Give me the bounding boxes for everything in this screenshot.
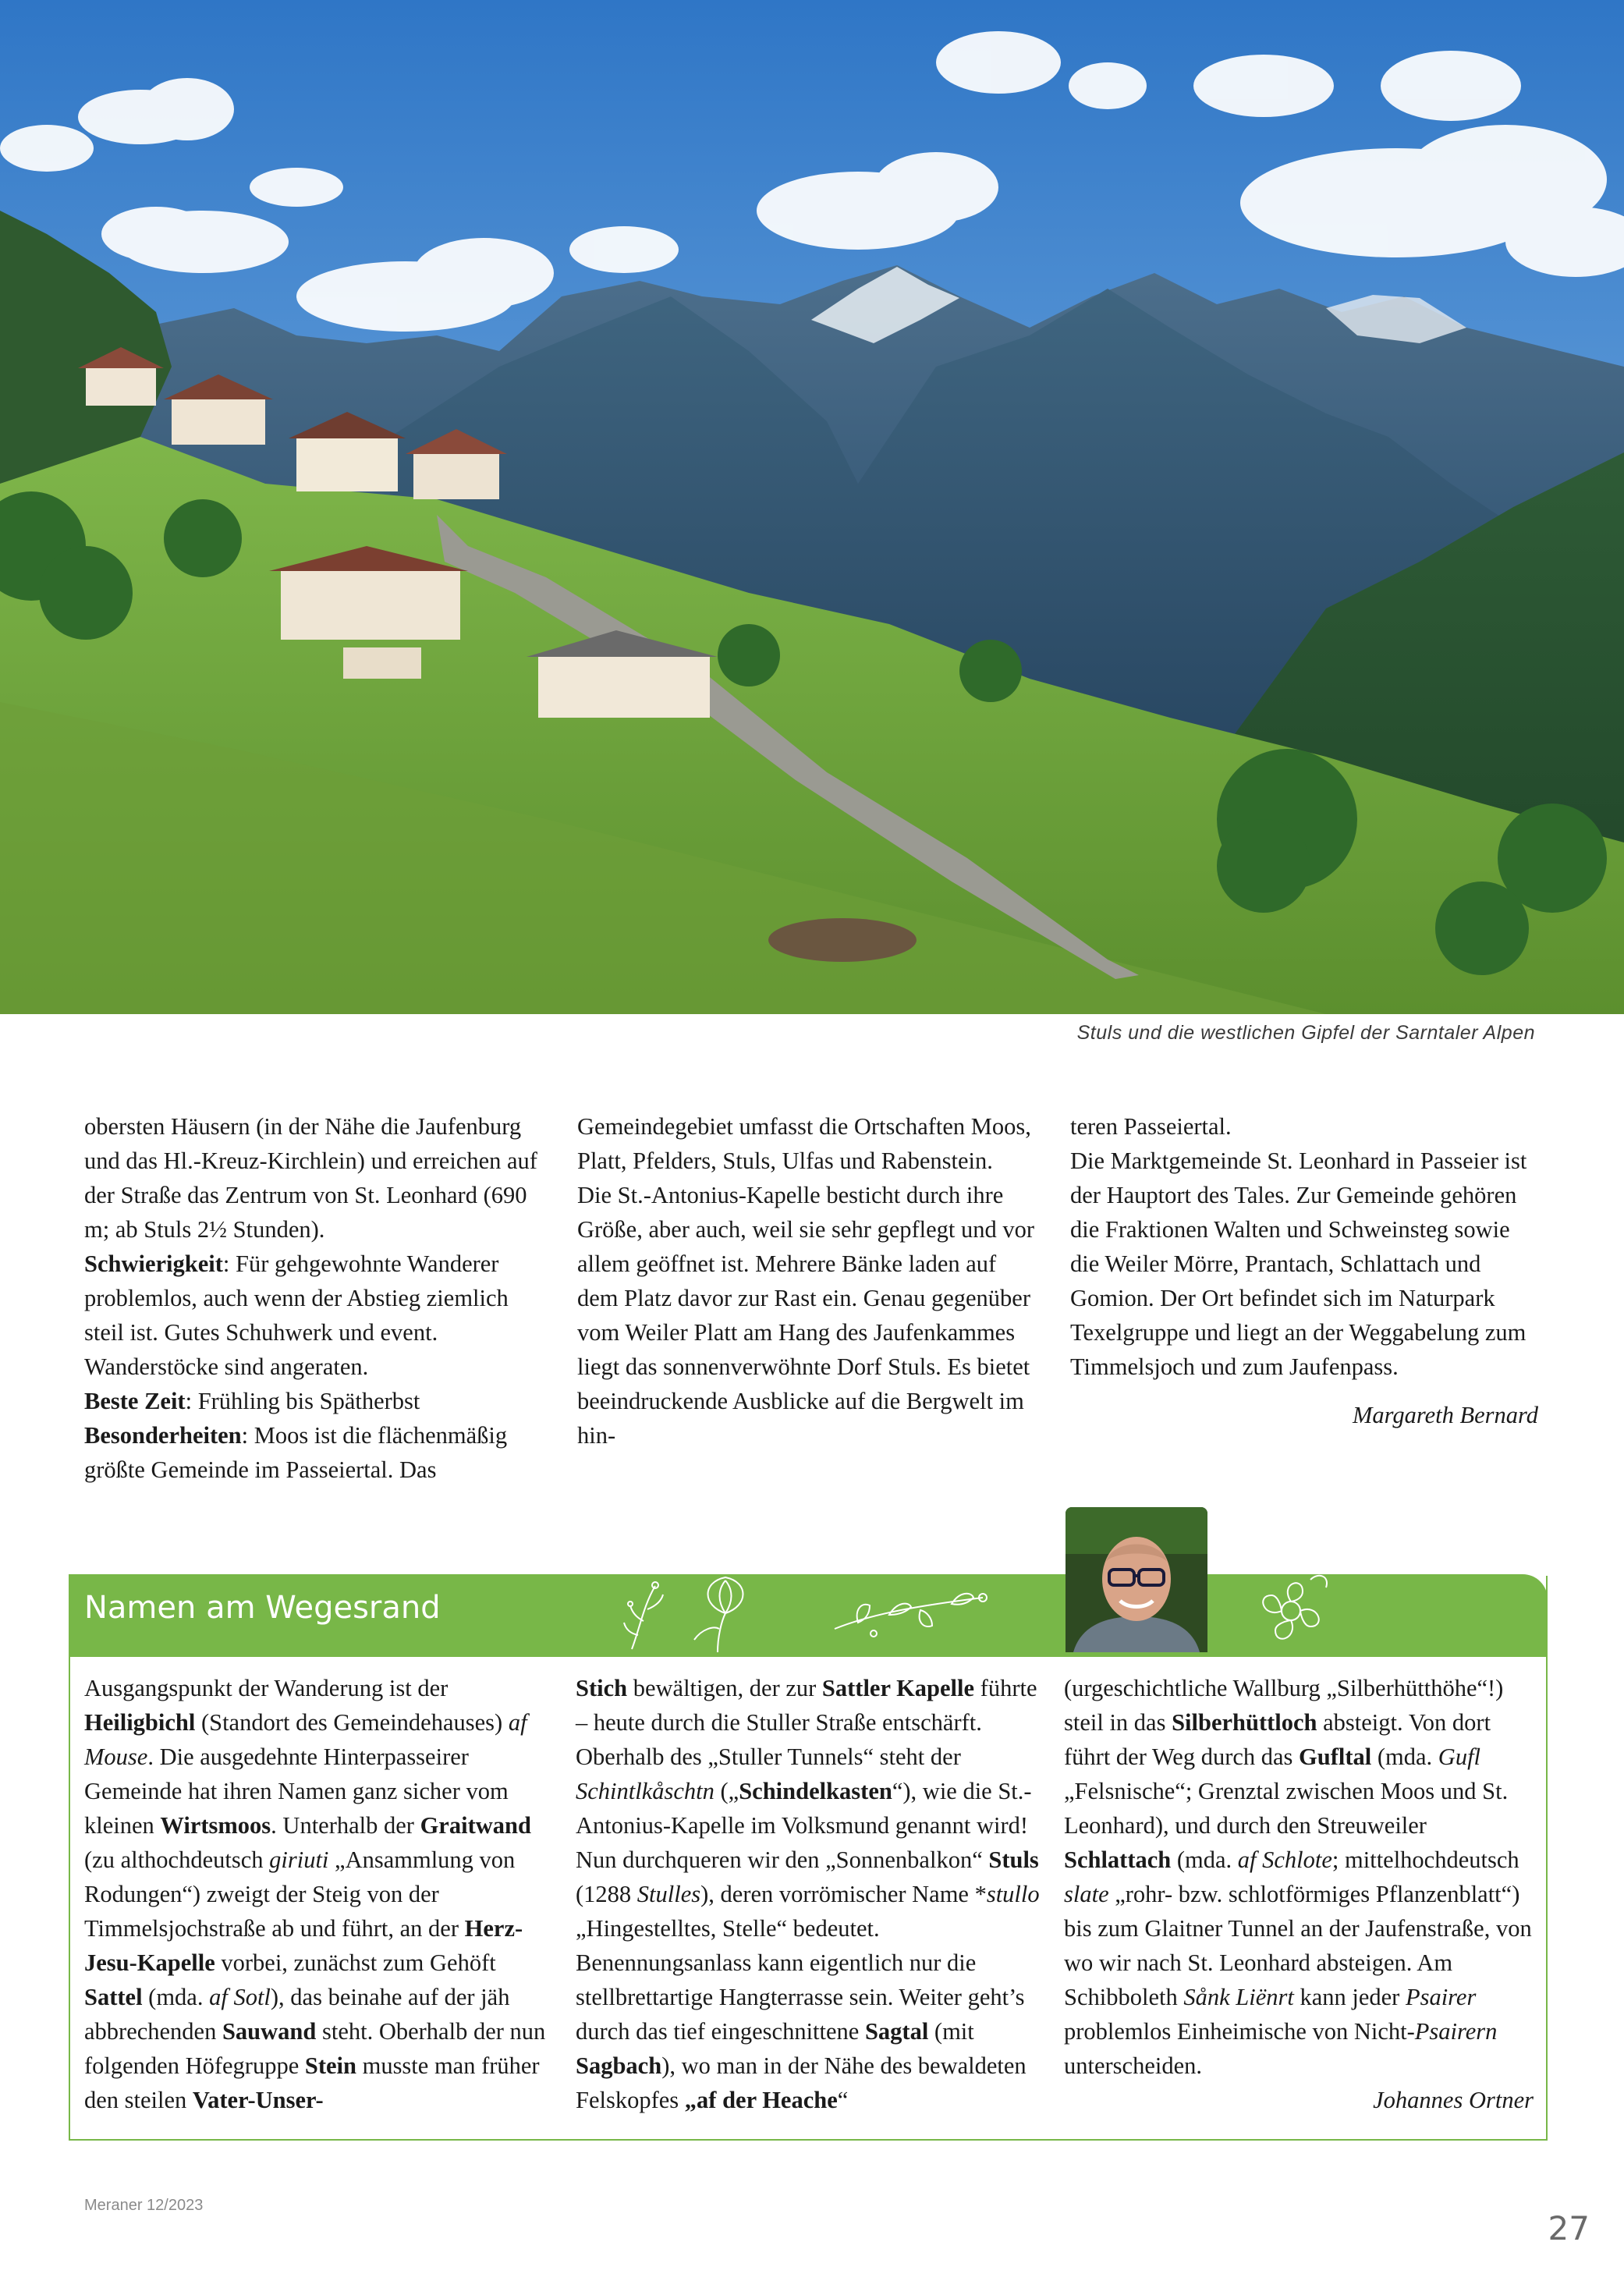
dialect-term: slate bbox=[1064, 1881, 1109, 1907]
place-name: Schlattach bbox=[1064, 1846, 1172, 1873]
article-col1-paragraph bbox=[84, 1418, 544, 1487]
body-text: führte – heute durch die Stuller Straße entschärft. Oberhalb des „Stuller Tunnels“ steht der bbox=[576, 1675, 1037, 1770]
place-name: Graitwand bbox=[420, 1812, 531, 1839]
place-name: Schindelkasten bbox=[739, 1778, 892, 1804]
author-portrait bbox=[1066, 1507, 1207, 1652]
place-name: Gufltal bbox=[1299, 1744, 1372, 1770]
body-text: musste man früher den steilen bbox=[84, 2052, 540, 2113]
body-text: Ausgangspunkt der Wanderung ist der bbox=[84, 1675, 449, 1701]
article-column-3 bbox=[1070, 1109, 1538, 1432]
body-text: ), deren vorrömischer Name * bbox=[700, 1881, 987, 1907]
body-text: „Felsnische“; Grenztal zwischen Moos und St. Leonhard), und durch den Streuweiler bbox=[1064, 1778, 1509, 1839]
body-text: (urgeschichtliche Wallburg „Silberhütthöhe“!) steil in das bbox=[1064, 1675, 1504, 1736]
dialect-term: af Schlote bbox=[1237, 1846, 1332, 1873]
paragraph-text: obersten Häusern (in der Nähe die Jaufenburg und das Hl.-Kreuz-Kirchlein) und erreichen auf der Straße das Zentrum von St. Leonhard (690 m; ab Stuls 2½ Stunden). bbox=[84, 1113, 537, 1243]
body-text: absteigt. Von dort führt der Weg durch das bbox=[1064, 1709, 1491, 1770]
body-text: kann jeder bbox=[1293, 1984, 1406, 2010]
place-name: Heiligbichl bbox=[84, 1709, 196, 1736]
place-name: Sagbach bbox=[576, 2052, 662, 2079]
article-col2-paragraph bbox=[577, 1178, 1037, 1453]
dialect-term: Schintlkåschtn bbox=[576, 1778, 714, 1804]
paragraph-label: Beste Zeit bbox=[84, 1388, 186, 1414]
body-text: ), das beinahe auf der jäh abbrechenden bbox=[84, 1984, 510, 2045]
place-name: Sagtal bbox=[864, 2018, 929, 2045]
article-col1-paragraph bbox=[84, 1109, 544, 1247]
body-text: (mda. bbox=[142, 1984, 210, 2010]
body-text: (zu althochdeutsch bbox=[84, 1846, 270, 1873]
body-text: steht. Oberhalb der nun folgenden Höfegruppe bbox=[84, 2018, 546, 2079]
article-col3-paragraph bbox=[1070, 1144, 1538, 1384]
place-name: Sauwand bbox=[222, 2018, 317, 2045]
place-name: Silberhüttloch bbox=[1172, 1709, 1317, 1736]
names-box-title: Namen am Wegesrand bbox=[84, 1590, 441, 1626]
body-text: (1288 bbox=[576, 1881, 637, 1907]
paragraph-text: teren Passeiertal. bbox=[1070, 1113, 1232, 1140]
branch-decoration-icon bbox=[827, 1574, 998, 1657]
paragraph-text: Gemeindegebiet umfasst die Ortschaften Moos, Platt, Pfelders, Stuls, Ulfas und Rabenstein. bbox=[577, 1113, 1031, 1174]
article-column-2 bbox=[577, 1109, 1037, 1453]
dialect-term: stullo bbox=[986, 1881, 1040, 1907]
dialect-term: Psairern bbox=[1414, 2018, 1498, 2045]
box-author: Johannes Ortner bbox=[1373, 2087, 1534, 2113]
body-text: “), wie die St.-Antonius-Kapelle im Volksmund genannt wird! Nun durchqueren wir den „Sonnenbalkon“ bbox=[576, 1778, 1032, 1873]
place-name: Sattel bbox=[84, 1984, 143, 2010]
paragraph-text: : Für gehgewohnte Wanderer problemlos, auch wenn der Abstieg ziemlich steil ist. Gutes Schuhwerk und event. Wanderstöcke sind angeraten. bbox=[84, 1250, 509, 1380]
floral-decoration-icon bbox=[608, 1574, 842, 1657]
article-col2-paragraph bbox=[577, 1109, 1037, 1178]
place-name: Wirtsmoos bbox=[160, 1812, 271, 1839]
dialect-term: Stulles bbox=[636, 1881, 701, 1907]
dialect-term: af Sotl bbox=[209, 1984, 271, 2010]
body-text: „rohr- bzw. schlotförmiges Pflanzenblatt“) bis zum Glaitner Tunnel an der Jaufenstraße, von wo wir nach St. Leonhard absteigen. Am Schibboleth bbox=[1064, 1881, 1532, 2010]
body-text: (mit bbox=[928, 2018, 974, 2045]
body-text: ; mittelhochdeutsch bbox=[1331, 1846, 1519, 1873]
flower-decoration-icon bbox=[1248, 1568, 1334, 1654]
body-text: (mda. bbox=[1371, 1744, 1438, 1770]
dialect-term: Sånk Liënrt bbox=[1183, 1984, 1294, 2010]
body-text: („ bbox=[714, 1778, 739, 1804]
body-text: „Hingestelltes, Stelle“ bedeutet. Benennungsanlass kann eigentlich nur die stellbrettartige Hangterrasse sein. Weiter geht’s durch das tief eingeschnittene bbox=[576, 1915, 1025, 2045]
paragraph-label: Schwierigkeit bbox=[84, 1250, 223, 1277]
body-text: unterscheiden. bbox=[1064, 2052, 1202, 2079]
article-author: Margareth Bernard bbox=[1352, 1402, 1538, 1428]
place-name: Herz-Jesu-Kapelle bbox=[84, 1915, 523, 1976]
body-text: vorbei, zunächst zum Gehöft bbox=[215, 1949, 496, 1976]
place-name: Vater-Unser- bbox=[192, 2087, 324, 2113]
body-text: bewältigen, der zur bbox=[627, 1675, 822, 1701]
body-text: . Die ausgedehnte Hinterpasseirer Gemeinde hat ihren Namen ganz sicher vom kleinen bbox=[84, 1744, 509, 1839]
body-text: „Ansammlung von Rodungen“) zweigt der Steig von der Timmelsjochstraße ab und führt, an der bbox=[84, 1846, 516, 1942]
place-name: Sattler Kapelle bbox=[821, 1675, 975, 1701]
article-column-1 bbox=[84, 1109, 544, 1487]
paragraph-text: Die St.-Antonius-Kapelle besticht durch ihre Größe, aber auch, weil sie sehr gepflegt und vor allem geöffnet ist. Mehrere Bänke laden auf dem Platz davor zur Rast ein. Genau gegenüber vom Weiler Platt am Hang des Jaufenkammes liegt das sonnenverwöhnte Dorf Stuls. Es bietet beeindruckende Ausblicke auf die Bergwelt im hin- bbox=[577, 1182, 1035, 1449]
body-text: ), wo man in der Nähe des bewaldeten Felskopfes bbox=[576, 2052, 1027, 2113]
body-text: . Unterhalb der bbox=[271, 1812, 420, 1839]
place-name: Stein bbox=[304, 2052, 356, 2079]
landscape-photo bbox=[0, 0, 1624, 1014]
article-col3-paragraph bbox=[1070, 1109, 1538, 1144]
place-name: Stuls bbox=[988, 1846, 1039, 1873]
paragraph-text: Die Marktgemeinde St. Leonhard in Passeier ist der Hauptort des Tales. Zur Gemeinde gehören die Fraktionen Walten und Schweinsteg sowie die Weiler Mörre, Prantach, Schlattach und Gomion. Der Ort befindet sich im Naturpark Texelgruppe und liegt an der Weggabelung zum Timmelsjoch und zum Jaufenpass. bbox=[1070, 1148, 1527, 1380]
article-col1-paragraph bbox=[84, 1384, 544, 1418]
page-number: 27 bbox=[1548, 2209, 1590, 2247]
dialect-term: giriuti bbox=[269, 1846, 329, 1873]
names-box-column-1 bbox=[84, 1671, 551, 2117]
dialect-term: Gufl bbox=[1438, 1744, 1481, 1770]
magazine-issue: Meraner 12/2023 bbox=[84, 2197, 204, 2214]
place-name: Stich bbox=[576, 1675, 628, 1701]
body-text: (Standort des Gemeindehauses) bbox=[195, 1709, 509, 1736]
body-text: problemlos Einheimische von Nicht- bbox=[1064, 2018, 1415, 2045]
paragraph-text: : Moos ist die flächenmäßig größte Gemeinde im Passeiertal. Das bbox=[84, 1422, 508, 1483]
body-text: (mda. bbox=[1171, 1846, 1238, 1873]
paragraph-text: : Frühling bis Spätherbst bbox=[185, 1388, 420, 1414]
place-name: „af der Heache bbox=[684, 2087, 838, 2113]
dialect-term: af Mouse bbox=[84, 1709, 527, 1770]
article-col1-paragraph bbox=[84, 1247, 544, 1384]
body-text: “ bbox=[837, 2087, 849, 2113]
photo-caption: Stuls und die westlichen Gipfel der Sarntaler Alpen bbox=[1076, 1022, 1535, 1044]
names-box-column-3 bbox=[1064, 1671, 1534, 2117]
dialect-term: Psairer bbox=[1405, 1984, 1477, 2010]
names-box-column-2 bbox=[576, 1671, 1042, 2117]
paragraph-label: Besonderheiten bbox=[84, 1422, 242, 1449]
